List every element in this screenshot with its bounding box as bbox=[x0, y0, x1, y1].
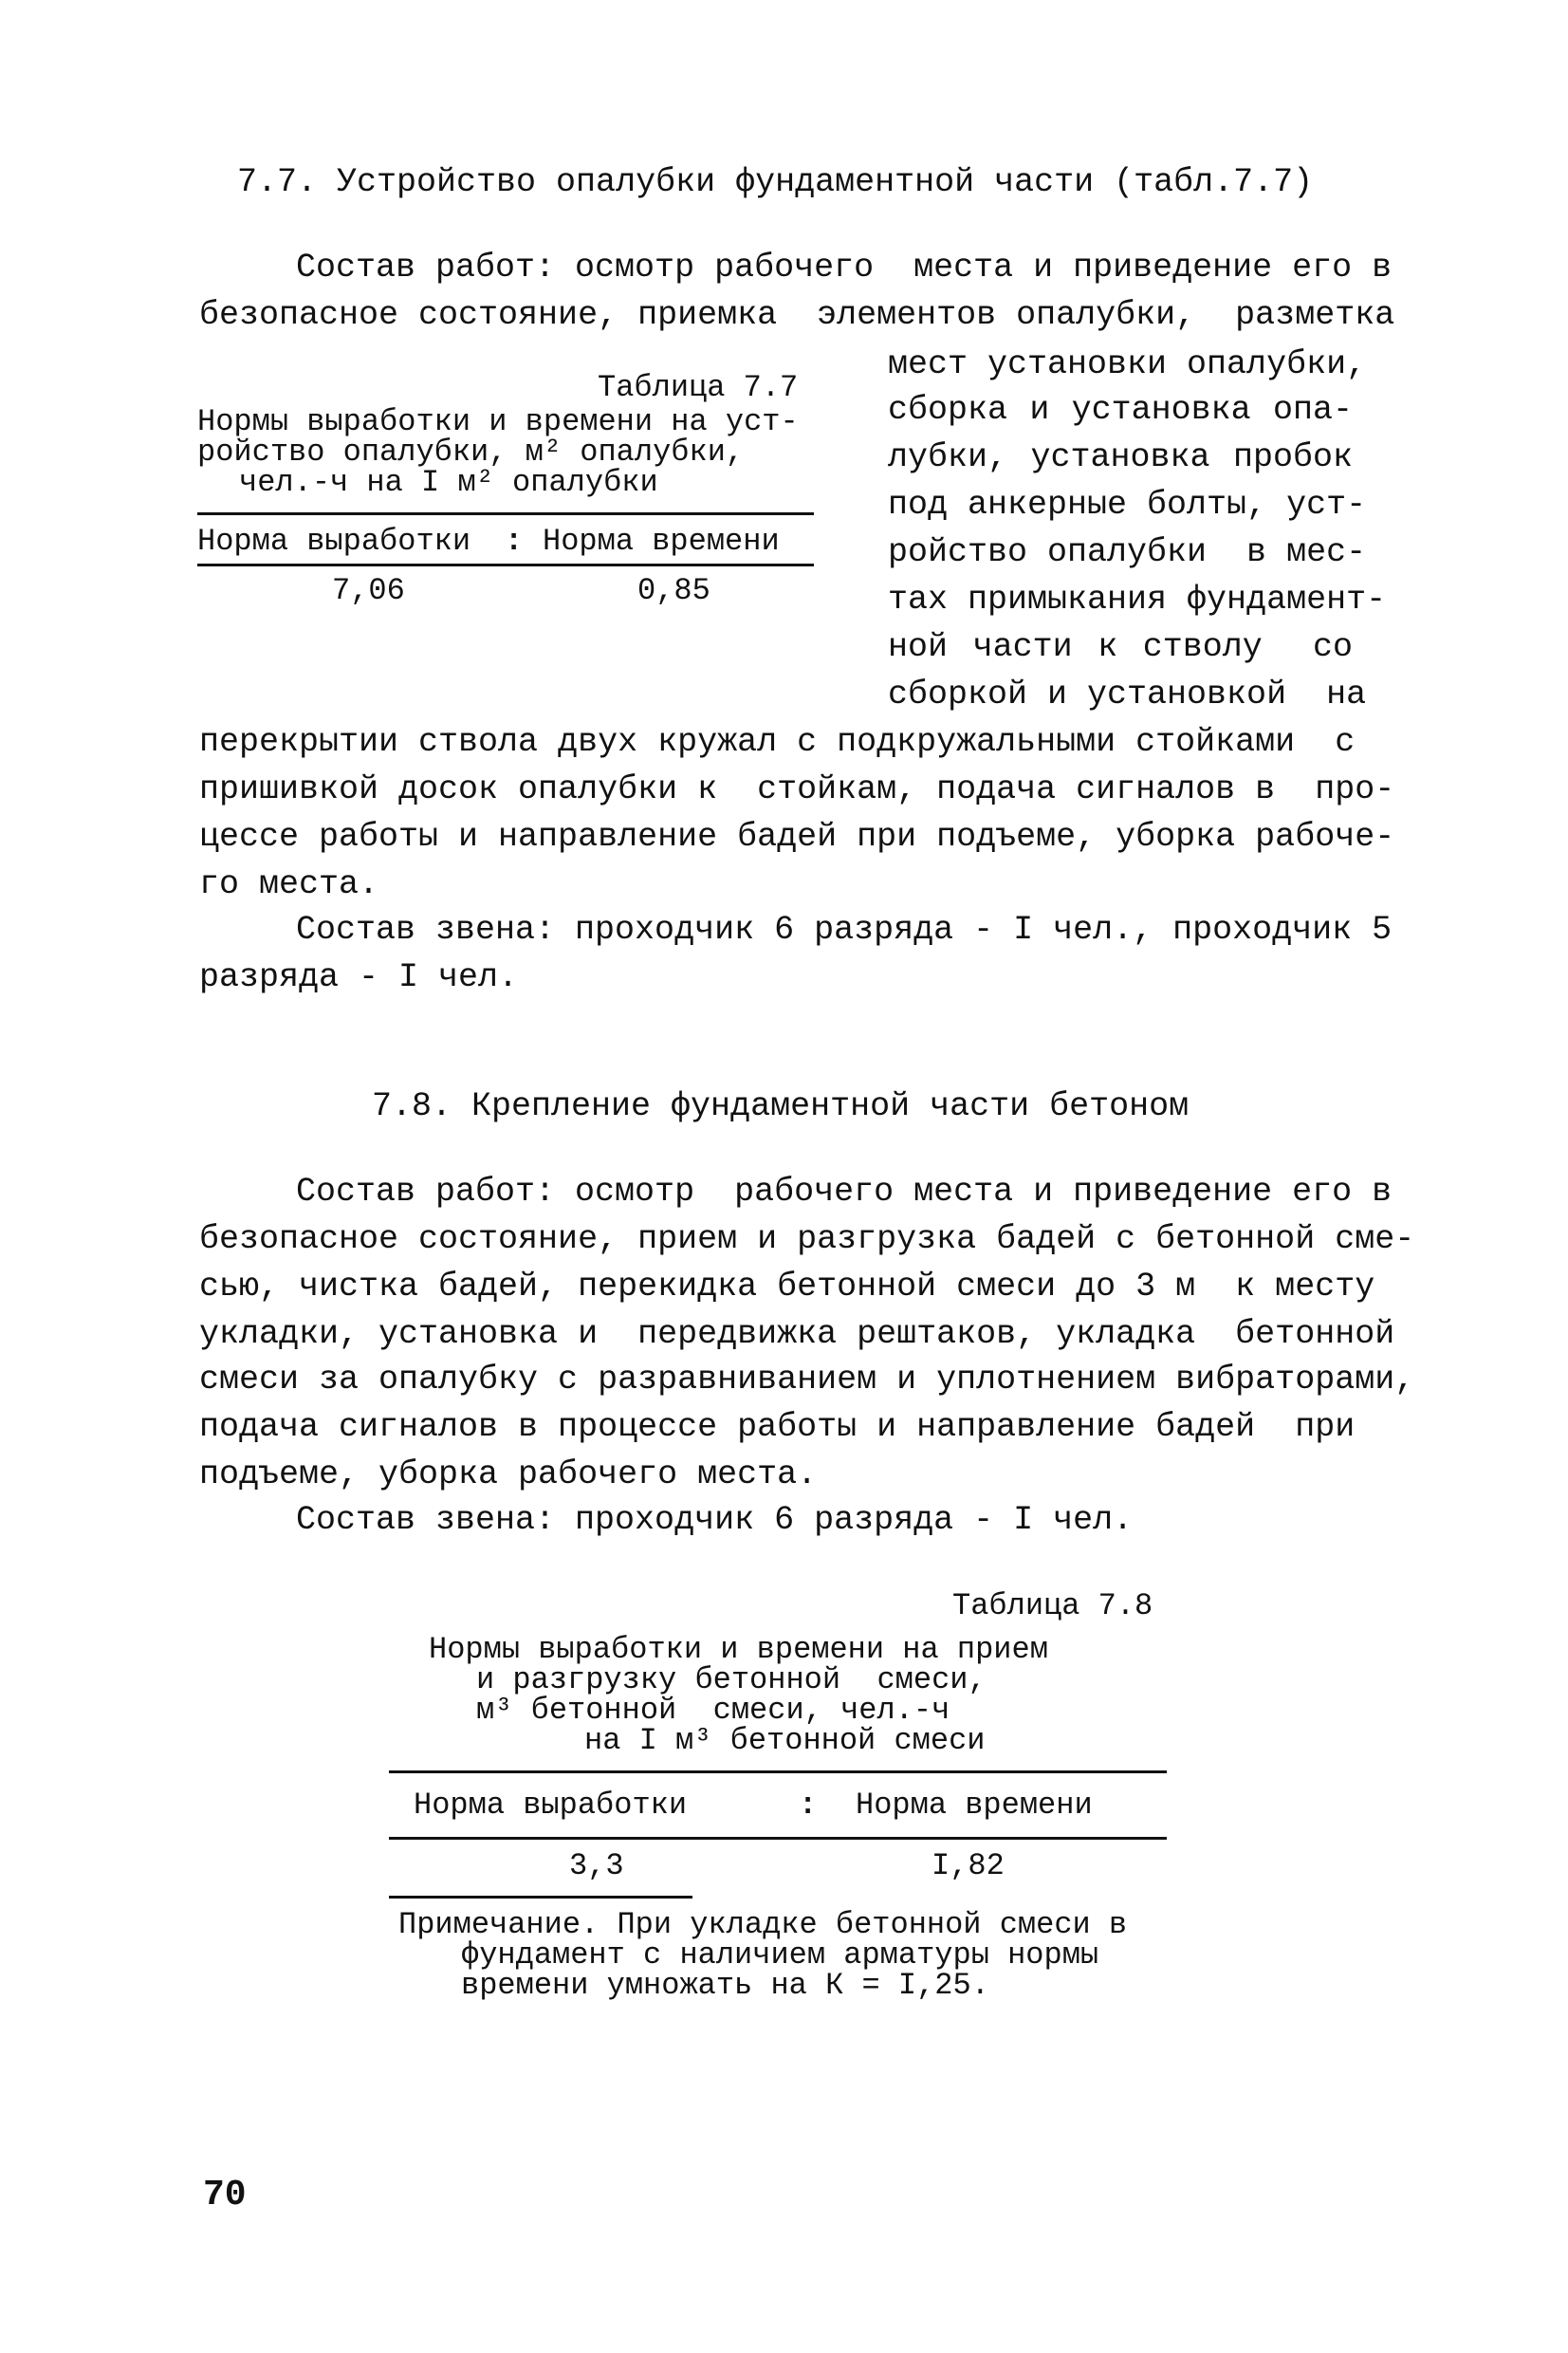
section-7-7-crew-line-1: Состав звена: проходчик 6 разряда - I чел., проходчик 5 bbox=[296, 911, 1393, 949]
table-7-8-bottom-rule bbox=[389, 1896, 692, 1899]
section-7-7-after-line-1: перекрытии ствола двух кружал с подкружальными стойками с bbox=[199, 723, 1356, 761]
table-7-7-header-col-1: Норма выработки bbox=[197, 524, 471, 559]
section-7-7-right-line-8: сборкой и установкой на bbox=[888, 676, 1367, 713]
section-7-8-text-line-5: смеси за опалубку с разравниванием и уплотнением вибраторами, bbox=[199, 1361, 1415, 1399]
page-number: 70 bbox=[203, 2175, 247, 2215]
table-7-8-value-output: 3,3 bbox=[569, 1848, 624, 1883]
section-7-7-after-line-3: цессе работы и направление бадей при подъеме, уборка рабоче- bbox=[199, 818, 1395, 856]
section-7-7-heading: 7.7. Устройство опалубки фундаментной части (табл.7.7) bbox=[237, 163, 1314, 201]
table-7-8-header-separator: : bbox=[799, 1788, 818, 1823]
section-7-7-right-line-3: лубки, установка пробок bbox=[888, 438, 1353, 476]
table-7-7-caption-2: ройство опалубки, м² опалубки, bbox=[197, 435, 745, 470]
section-7-8-crew-line: Состав звена: проходчик 6 разряда - I чел. bbox=[296, 1501, 1134, 1539]
table-7-8-note-line-3: времени умножать на К = I,25. bbox=[461, 1968, 989, 2003]
table-7-8-note-line-2: фундамент с наличием арматуры нормы bbox=[461, 1937, 1099, 1973]
table-7-8-header-col-2: Норма времени bbox=[856, 1788, 1093, 1823]
section-7-8-text-line-6: подача сигналов в процессе работы и направление бадей при bbox=[199, 1408, 1356, 1446]
section-7-8-heading: 7.8. Крепление фундаментной части бетоном bbox=[372, 1087, 1190, 1125]
section-7-7-after-line-2: пришивкой досок опалубки к стойкам, подача сигналов в про- bbox=[199, 770, 1395, 808]
table-7-7-header-separator: : bbox=[505, 524, 524, 559]
section-7-8-text-line-1: Состав работ: осмотр рабочего места и приведение его в bbox=[296, 1173, 1393, 1211]
table-7-7-header-rule bbox=[197, 564, 814, 566]
table-7-8-note-line-1: Примечание. При укладке бетонной смеси в bbox=[398, 1907, 1128, 1942]
table-7-8-caption-2: и разгрузку бетонной смеси, bbox=[476, 1662, 987, 1697]
section-7-7-text-line-2: безопасное состояние, приемка элементов опалубки, разметка bbox=[199, 296, 1395, 334]
table-7-7-value-time: 0,85 bbox=[637, 573, 710, 608]
section-7-7-right-line-2: сборка и установка опа- bbox=[888, 391, 1353, 429]
section-7-7-right-line-6: тах примыкания фундамент- bbox=[888, 581, 1387, 619]
section-7-8-text-line-2: безопасное состояние, прием и разгрузка бадей с бетонной сме- bbox=[199, 1220, 1415, 1258]
section-7-7-crew-line-2: разряда - I чел. bbox=[199, 958, 519, 996]
table-7-8-top-rule bbox=[389, 1770, 1167, 1773]
table-7-7-label: Таблица 7.7 bbox=[598, 370, 799, 405]
section-7-7-right-line-7: ной части к стволу со bbox=[888, 628, 1353, 666]
section-7-7-after-line-4: го места. bbox=[199, 865, 379, 903]
section-7-8-text-line-3: сью, чистка бадей, перекидка бетонной смеси до 3 м к месту bbox=[199, 1268, 1375, 1306]
table-7-7-header-col-2: Норма времени bbox=[543, 524, 780, 559]
table-7-7-caption-1: Нормы выработки и времени на уст- bbox=[197, 404, 799, 439]
table-7-8-caption-4: на I м³ бетонной смеси bbox=[584, 1723, 986, 1758]
section-7-7-text-line-1: Состав работ: осмотр рабочего места и приведение его в bbox=[296, 249, 1393, 287]
table-7-8-header-rule bbox=[389, 1837, 1167, 1840]
section-7-8-text-line-4: укладки, установка и передвижка рештаков, укладка бетонной bbox=[199, 1315, 1395, 1353]
table-7-7-top-rule bbox=[197, 512, 814, 515]
table-7-8-label: Таблица 7.8 bbox=[952, 1588, 1153, 1623]
section-7-7-right-line-5: ройство опалубки в мес- bbox=[888, 533, 1367, 571]
section-7-8-text-line-7: подъеме, уборка рабочего места. bbox=[199, 1455, 818, 1493]
table-7-7-value-output: 7,06 bbox=[332, 573, 405, 608]
section-7-7-right-line-1: мест установки опалубки, bbox=[888, 345, 1367, 383]
table-7-8-header-col-1: Норма выработки bbox=[414, 1788, 688, 1823]
table-7-8-caption-1: Нормы выработки и времени на прием bbox=[429, 1632, 1048, 1667]
table-7-8-caption-3: м³ бетонной смеси, чел.-ч bbox=[476, 1693, 950, 1728]
table-7-7-caption-3: чел.-ч на I м² опалубки bbox=[239, 465, 658, 500]
section-7-7-right-line-4: под анкерные болты, уст- bbox=[888, 486, 1367, 524]
table-7-8-value-time: I,82 bbox=[932, 1848, 1005, 1883]
